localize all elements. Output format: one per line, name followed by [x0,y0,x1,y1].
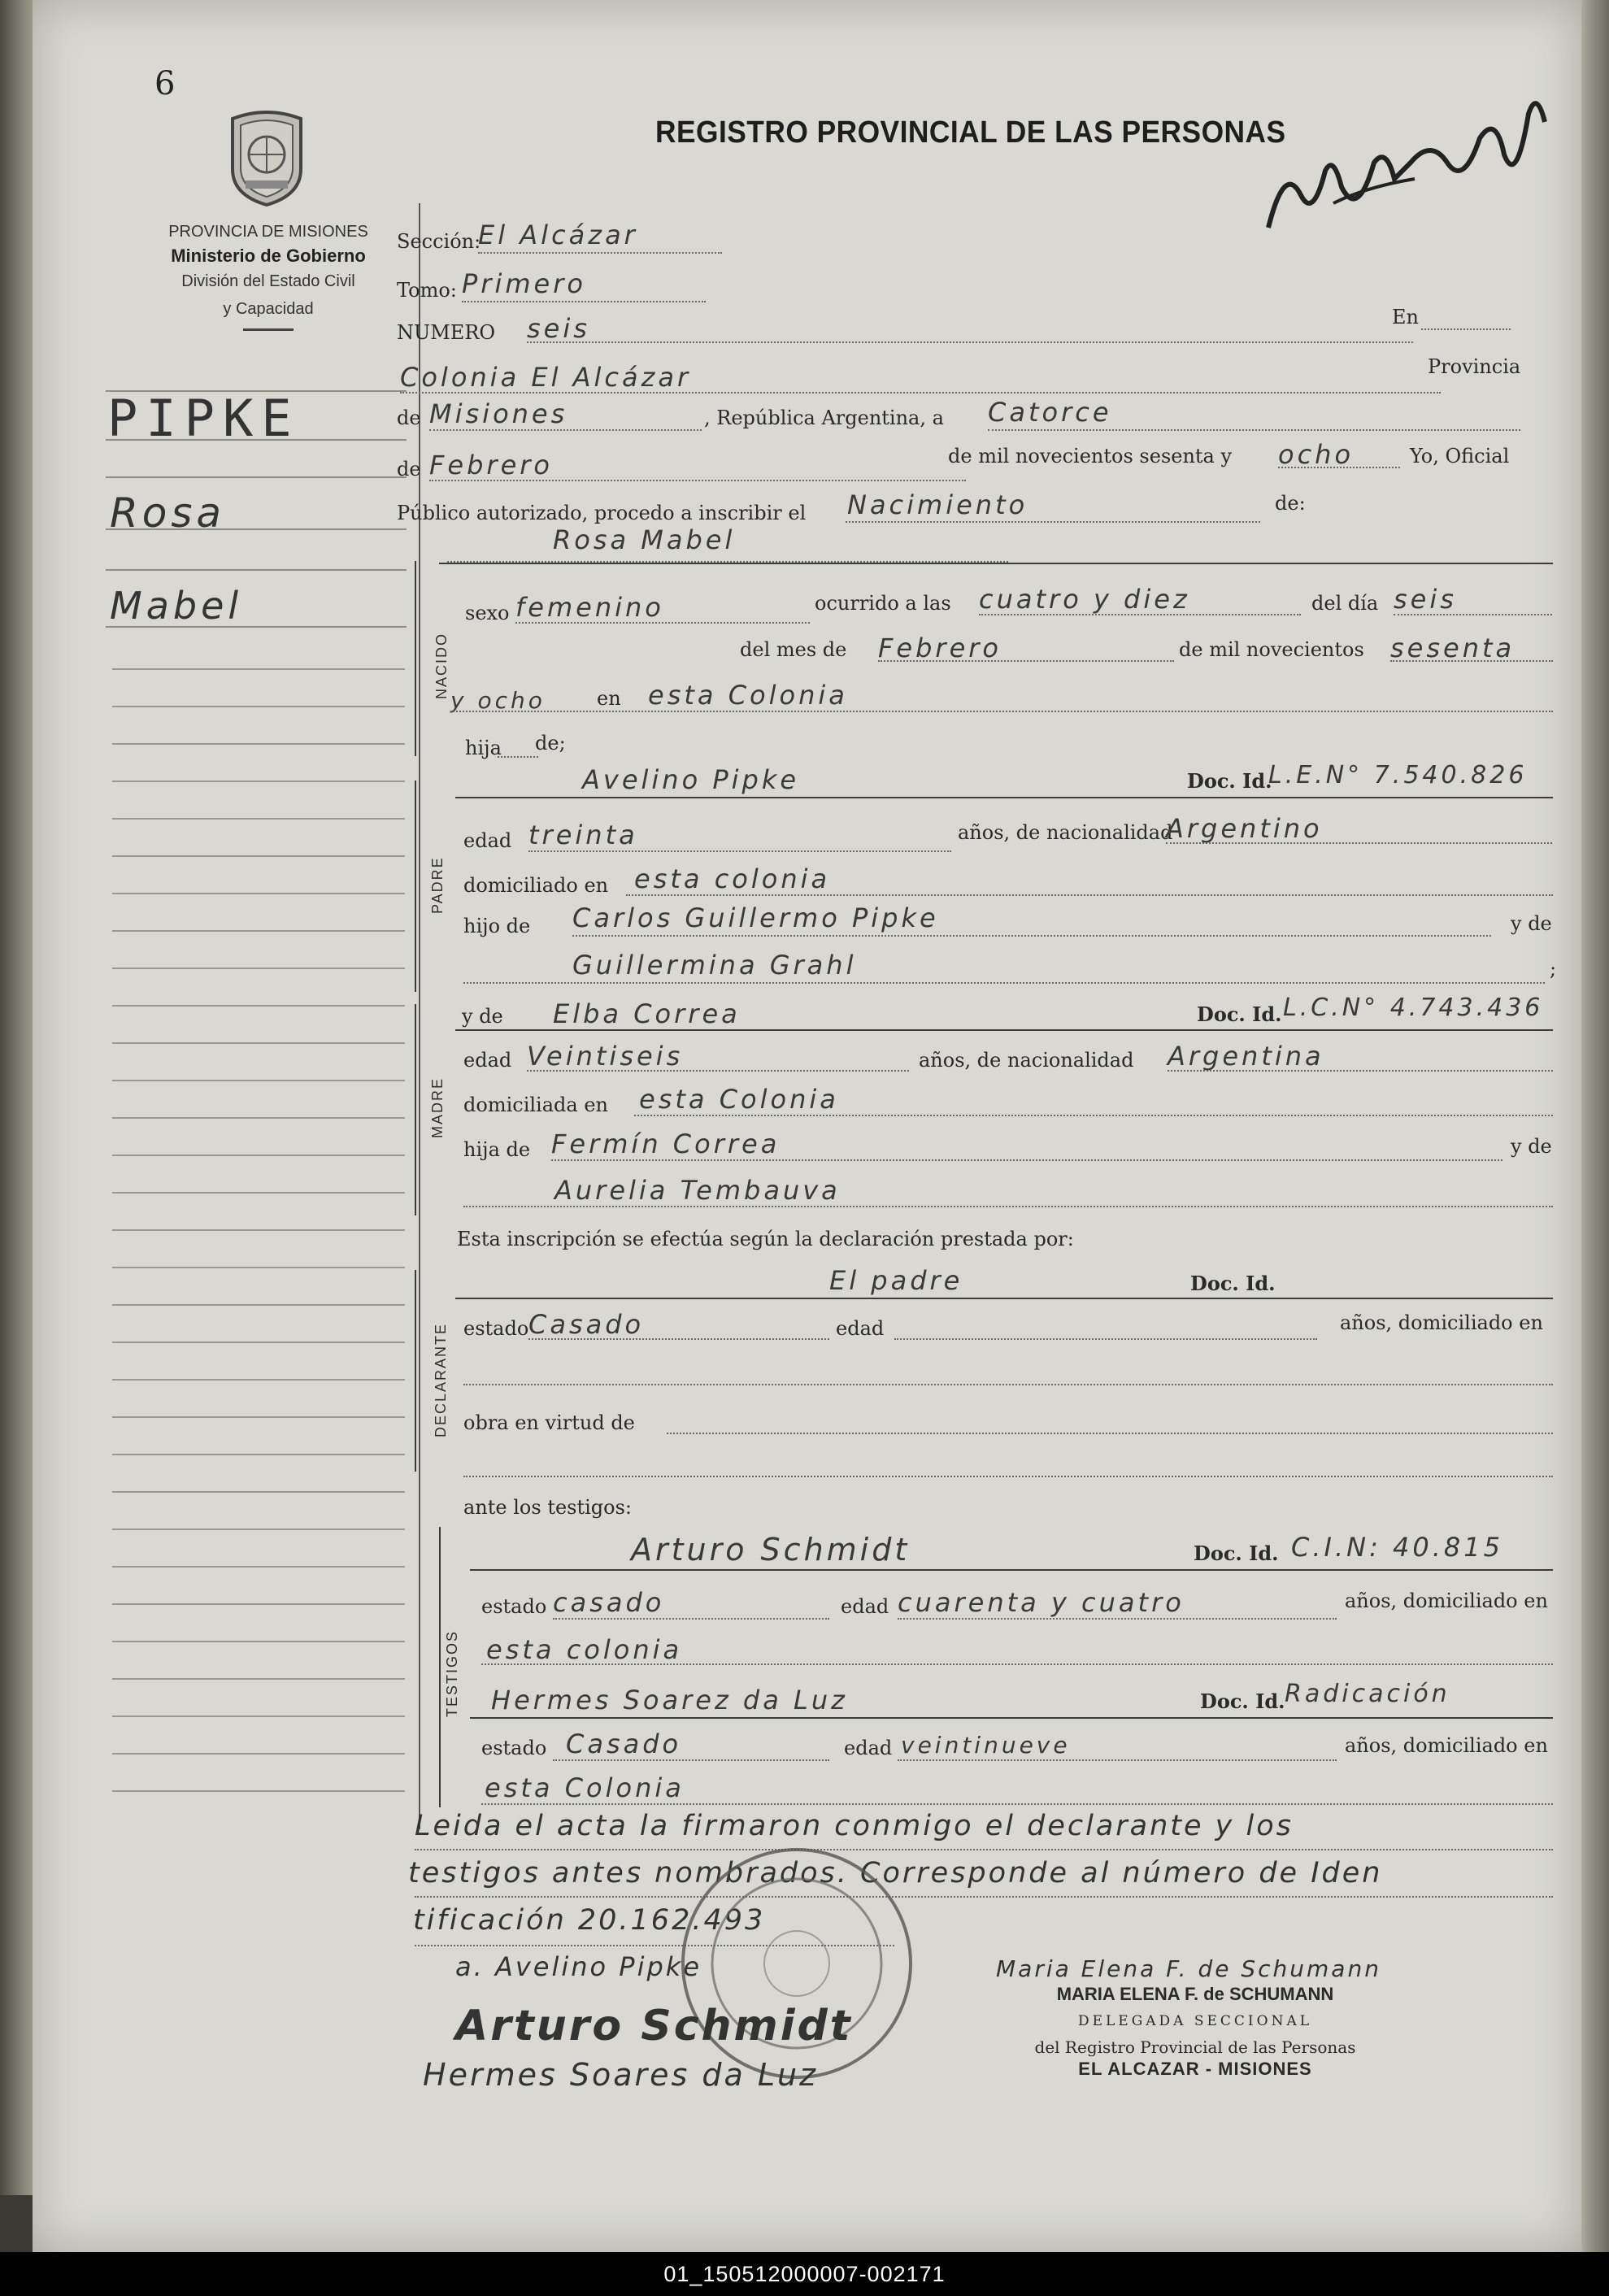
nacido-nombre: Rosa Mabel [553,524,736,555]
ocurrido-label: ocurrido a las [815,592,951,615]
provincia-label: Provincia [1428,355,1521,378]
hija-label: hija [465,737,502,759]
sexo-dotline [515,622,810,624]
padre-y-de-label: y de [1511,912,1552,935]
margin-rule-line [112,1454,405,1455]
declarante-top-rule [455,1298,1553,1299]
testigo2-edad-label: edad [844,1737,893,1759]
padre-madre-dotline [463,982,1545,984]
ministry-rule [243,328,294,331]
testigos-side-label: TESTIGOS [444,1629,460,1717]
testigo1-dom-label: años, domiciliado en [1345,1589,1548,1612]
numero-value: seis [527,313,590,344]
margin-divider [419,203,420,1829]
acto-dotline [846,521,1260,523]
madre-top-rule [455,1029,1553,1031]
padre-doc-value: L.E.N° 7.540.826 [1268,761,1528,789]
ministry-info [114,218,423,331]
margin-rule-line [112,1192,405,1194]
hora-value: cuatro y diez [979,584,1190,615]
testigos-intro: ante los testigos: [463,1496,633,1519]
testigo2-dom-label: años, domiciliado en [1345,1734,1548,1757]
madre-doc-value: L.C.N° 4.743.436 [1283,994,1544,1022]
padre-dom-value: esta colonia [634,863,831,894]
closing-dotline1 [415,1849,1553,1850]
madre-nac-dotline [1168,1070,1553,1072]
sexo-label: sexo [465,602,510,624]
del-dia-label: del día [1311,592,1379,615]
coat-of-arms-icon [221,104,312,208]
margin-rule-line [112,1304,405,1306]
declarante-edad-dotline [894,1338,1317,1340]
testigo2-rule [470,1717,1553,1719]
madre-dom-dotline [634,1115,1553,1116]
mes-value: Febrero [429,450,553,481]
margin-rule-line [112,855,405,857]
margin-rule-line [112,1566,405,1568]
madre-edad-label: edad [463,1049,512,1072]
madre-nac-value: Argentina [1168,1041,1324,1072]
declarante-edad-label: edad [836,1317,885,1340]
declarante-side-label: DECLARANTE [433,1322,449,1437]
testigo2-doc-value: Radicación [1285,1680,1450,1708]
margin-first-name: Rosa [110,489,226,537]
anio-dotline [1278,467,1400,468]
margin-rule-line [112,818,405,820]
yo-label: Yo, Oficial [1410,445,1510,467]
sexo-value: femenino [515,592,664,623]
nacido-lugar-value: esta Colonia [648,680,848,711]
padre-dom-label: domiciliado en [463,874,609,897]
obra-label: obra en virtud de [463,1411,635,1434]
margin-rule-line [112,781,405,782]
testigo1-doc-value: C.I.N: 40.815 [1291,1532,1503,1563]
official-title: DELEGADA SECCIONAL [1077,2013,1313,2029]
declarante-nombre: El padre [829,1265,963,1296]
testigo1-edad-dotline [898,1618,1337,1620]
ministry-label: Ministerio de Gobierno [171,246,366,266]
margin-rule-line [112,968,405,969]
nacido-mil-label: de mil novecientos [1179,638,1364,661]
en-label: En [1392,306,1419,328]
margin-rule-line [112,1753,405,1755]
margin-rule-line [112,1678,405,1680]
signature-avelino: a. Avelino Pipke [455,1951,702,1982]
testigo1-nombre: Arturo Schmidt [631,1532,911,1568]
testigo2-estado-label: estado [481,1737,547,1759]
numero-dotline [527,341,1413,343]
nacido-dia-dotline [1394,614,1552,615]
margin-surname: PIPKE [107,389,300,448]
padre-edad-label: edad [463,829,512,852]
madre-edad-value: Veintiseis [527,1041,684,1072]
margin-rule-line [112,1641,405,1642]
madre-side-label: MADRE [429,1076,446,1138]
margin-rule-line [112,743,405,745]
margin-rule-line [112,1416,405,1418]
declarante-dom-dotline [463,1384,1553,1385]
madre-bracket [415,1004,416,1215]
publico-label: Público autorizado, procedo a inscribir el [397,502,807,524]
testigo2-nombre: Hermes Soarez da Luz [491,1685,848,1715]
hora-dotline [979,614,1301,615]
nacido-bracket [415,561,416,756]
margin-rule-line [112,930,405,932]
declarante-doc-label: Doc. Id. [1190,1272,1276,1295]
padre-nombre: Avelino Pipke [582,764,800,795]
obra-dotline [667,1433,1553,1434]
closing-dotline2 [415,1896,1553,1898]
de2-label: de [397,458,421,481]
testigo2-edad-dotline [898,1759,1337,1761]
mes-dotline [429,480,966,481]
page-title: REGISTRO PROVINCIAL DE LAS PERSONAS [655,115,1286,150]
official-signature: Maria Elena F. de Schumann [996,1955,1381,1982]
official-place: EL ALCAZAR - MISIONES [1078,2059,1312,2079]
testigo1-edad-value: cuarenta y cuatro [898,1587,1185,1618]
madre-madre-dotline [463,1206,1553,1207]
hija-de-label: de; [535,732,566,754]
nacido-side-label: NACIDO [433,632,450,699]
image-caption: 01_150512000007-002171 [0,2252,1609,2296]
tomo-dotline [462,301,706,302]
padre-madre-value: Guillermina Grahl [572,950,857,981]
province-label: PROVINCIA DE MISIONES [168,223,368,241]
testigos-bracket [439,1527,441,1807]
margin-rule-line [112,893,405,894]
testigo2-dom-dotline [481,1803,1553,1805]
closing-line3: tificación 20.162.493 [413,1904,766,1937]
margin-rule-line [112,1042,405,1044]
mil-label: de mil novecientos sesenta y [948,445,1233,467]
margin-rule-line [112,1342,405,1343]
margin-rule-line [112,1005,405,1007]
signature-hermes: Hermes Soares da Luz [423,2057,819,2093]
lugar-value: Colonia El Alcázar [400,362,692,393]
margin-rule-line [112,1117,405,1119]
padre-dom-dotline [626,894,1553,896]
page-number: 6 [154,65,176,102]
numero-label: NUMERO [397,321,496,344]
obra-dotline2 [463,1476,1553,1477]
margin-rule-line [112,1267,405,1268]
padre-bracket [415,781,416,992]
anio-value: ocho [1278,439,1355,470]
nacido-mes-value: Febrero [878,633,1002,663]
nacido-anio-value2: y ocho [450,687,546,714]
margin-rule-line [112,706,405,707]
nacido-anio-value1: sesenta [1390,633,1516,663]
nacido-en-label: en [597,687,621,710]
declarante-estado-dotline [528,1338,829,1340]
declarante-bracket [415,1270,416,1472]
closing-line1: Leida el acta la firmaron conmigo el declarante y los [415,1810,1294,1842]
margin-rule-line [112,1528,405,1530]
madre-dom-label: domiciliada en [463,1094,608,1116]
provincia-dotline [429,429,702,431]
seccion-value: El Alcázar [478,220,638,250]
testigo1-edad-label: edad [841,1595,889,1618]
declarante-estado-label: estado [463,1317,529,1340]
top-signature [1236,65,1561,252]
hijo-de-label: hijo de [463,915,531,937]
document-page [33,0,1581,2252]
testigo2-dom-value: esta Colonia [485,1772,685,1803]
closing-line2: testigos antes nombrados. Corresponde al número de Iden [408,1857,1383,1889]
madre-padre-dotline [551,1159,1502,1161]
tomo-value: Primero [462,268,586,299]
testigo1-estado-value: casado [553,1587,665,1618]
en-dotline [1421,328,1511,330]
padre-doc-label: Doc. Id. [1187,769,1272,793]
madre-nombre: Elba Correa [553,998,741,1029]
testigo1-estado-dotline [553,1618,829,1620]
nacido-nombre-dotline [447,561,1008,563]
official-name: MARIA ELENA F. de SCHUMANN [1056,1984,1334,2004]
signature-arturo: Arturo Schmidt [455,2002,853,2050]
padre-nac-value: Argentino [1166,813,1323,844]
testigo1-doc-label: Doc. Id. [1194,1542,1279,1565]
declarante-dom-label: años, domiciliado en [1340,1311,1543,1334]
nacido-lugar-dotline [450,711,1553,712]
capacidad-label: y Capacidad [223,300,314,318]
nacido-mes-dotline [878,660,1174,662]
division-label: División del Estado Civil [181,272,355,290]
padre-edad-value: treinta [528,820,638,850]
dia-dotline [988,429,1520,431]
republica-label: , República Argentina, a [704,407,944,429]
padre-top-rule [455,797,1553,798]
testigo1-estado-label: estado [481,1595,547,1618]
madre-edad-dotline [527,1070,909,1072]
acto-value: Nacimiento [847,489,1028,520]
tomo-label: Tomo: [397,279,457,302]
margin-second-name: Mabel [110,584,243,628]
del-mes-label: del mes de [740,638,847,661]
madre-y-de2-label: y de [1511,1135,1552,1158]
testigo2-edad-value: veintinueve [901,1732,1071,1759]
madre-dom-value: esta Colonia [639,1084,839,1115]
madre-madre-value: Aurelia Tembauva [554,1175,841,1206]
madre-nac-label: años, de nacionalidad [919,1049,1134,1072]
seccion-dotline [478,252,722,254]
margin-rule-line [112,1155,405,1156]
padre-semicolon: ; [1550,958,1557,981]
testigos-top-rule [470,1569,1553,1571]
provincia-value: Misiones [429,398,568,429]
declarante-estado-value: Casado [528,1309,645,1340]
madre-padre-value: Fermín Correa [551,1128,781,1159]
margin-rule-line [112,1080,405,1081]
testigo1-dom-dotline [481,1663,1553,1665]
madre-y-de-label: y de [462,1005,503,1028]
margin-rule-line [112,1715,405,1717]
madre-doc-label: Doc. Id. [1197,1002,1282,1026]
padre-edad-dotline [528,850,951,852]
padre-padre-value: Carlos Guillermo Pipke [572,902,939,933]
official-org: del Registro Provincial de las Personas [1034,2037,1356,2057]
margin-rule-line [112,668,405,670]
testigo2-doc-label: Doc. Id. [1200,1689,1285,1713]
declarante-intro: Esta inscripción se efectúa según la declaración prestada por: [457,1228,1074,1250]
margin-rule-line [112,1790,405,1792]
de-label: de [397,407,421,429]
testigo2-estado-value: Casado [566,1729,682,1759]
nacido-anio-dotline [1390,660,1553,662]
margin-rule-line [112,1603,405,1605]
margin-rule-line [112,1379,405,1381]
dia-value: Catorce [988,397,1112,428]
padre-nac-dotline [1166,842,1552,844]
lugar-dotline [400,392,1441,394]
margin-rule-line [112,1229,405,1231]
padre-side-label: PADRE [429,856,446,914]
de3-label: de: [1275,492,1306,515]
nacido-dia-value: seis [1394,584,1457,615]
madre-hija-label: hija de [463,1138,531,1161]
padre-padre-dotline [572,935,1491,937]
seccion-label: Sección: [397,230,481,253]
hija-dotline [498,756,538,758]
nacido-top-rule [439,563,1553,564]
testigo1-dom-value: esta colonia [486,1634,683,1665]
testigo2-estado-dotline [553,1759,829,1761]
padre-nac-label: años, de nacionalidad [958,821,1173,844]
margin-rule-line [112,1491,405,1493]
